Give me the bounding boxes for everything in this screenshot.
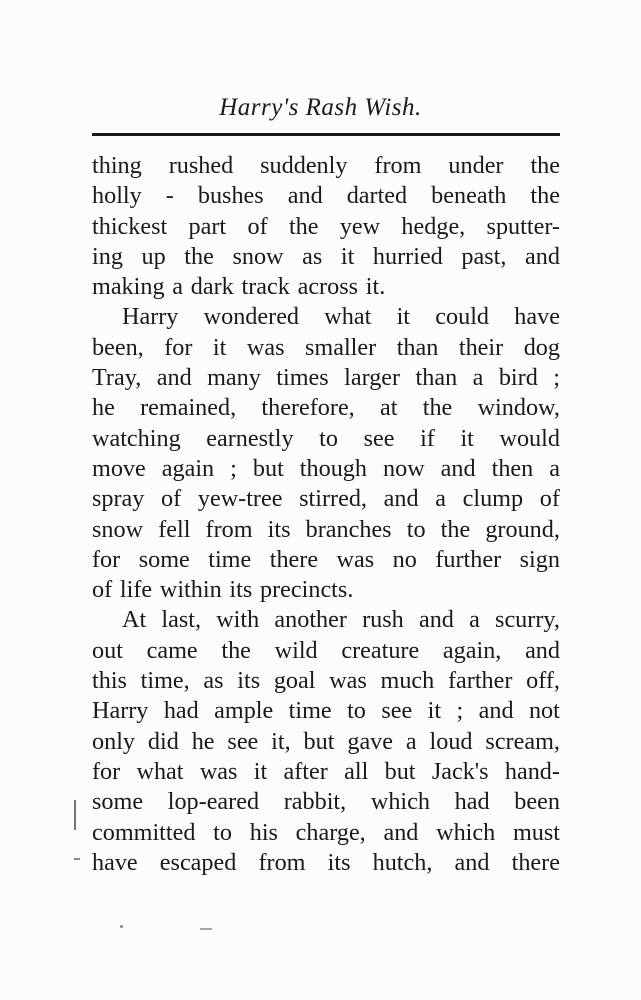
word: gave — [347, 727, 394, 755]
word: a — [405, 727, 417, 755]
word: all — [344, 757, 369, 785]
word: only — [92, 727, 136, 755]
word: a — [435, 485, 446, 513]
text-line — [92, 242, 560, 272]
word: sputter- — [486, 212, 560, 240]
word: it. — [365, 273, 386, 301]
word: to — [406, 515, 426, 543]
word: their — [458, 333, 504, 361]
word: out — [92, 636, 123, 664]
word: again, — [442, 636, 502, 664]
word: scream, — [485, 727, 560, 755]
word: of — [539, 485, 560, 513]
word: window, — [477, 394, 560, 422]
word: of — [161, 485, 182, 513]
word: fell — [158, 515, 191, 543]
word: have — [514, 303, 560, 331]
word: time — [288, 697, 332, 725]
word: clump — [462, 485, 524, 513]
word: see — [381, 697, 413, 725]
word: within — [159, 576, 222, 604]
text-line — [92, 605, 560, 635]
word: dog — [523, 333, 560, 361]
word: committed — [92, 818, 196, 846]
word: wondered — [203, 303, 300, 331]
body-text — [92, 151, 560, 878]
word: life — [119, 576, 153, 604]
word: see — [363, 424, 395, 452]
word: many — [207, 364, 261, 392]
word: had — [163, 697, 199, 725]
word: escaped — [159, 848, 237, 876]
word: the — [530, 182, 560, 210]
word: was — [246, 333, 285, 361]
word: hand- — [504, 757, 560, 785]
word: must — [512, 818, 560, 846]
word: and — [156, 364, 192, 392]
word: was — [199, 757, 238, 785]
word: hutch, — [372, 848, 433, 876]
word: see — [227, 727, 259, 755]
word: darted — [346, 182, 408, 210]
word: larger — [344, 364, 401, 392]
word: time — [208, 545, 252, 573]
word: the — [221, 636, 251, 664]
word: could — [435, 303, 490, 331]
word: than — [396, 333, 439, 361]
print-speck — [120, 925, 123, 928]
word: he — [92, 394, 115, 422]
word: ample — [214, 697, 274, 725]
word: with — [216, 606, 260, 634]
word: making — [92, 273, 165, 301]
text-line — [92, 757, 560, 787]
header-rule — [92, 133, 560, 136]
word: and — [418, 606, 454, 634]
word: but — [303, 727, 335, 755]
word: remained, — [140, 394, 237, 422]
text-line — [92, 363, 560, 393]
word: a — [549, 454, 560, 482]
word: which — [370, 788, 430, 816]
word: if — [420, 424, 435, 452]
word: snow — [92, 515, 144, 543]
word: was — [329, 667, 367, 695]
word: stirred, — [299, 485, 367, 513]
word: which — [436, 818, 496, 846]
word: rabbit, — [283, 788, 347, 816]
word: much — [380, 667, 435, 695]
word: the — [184, 242, 214, 270]
word: up — [141, 242, 166, 270]
word: as — [302, 242, 323, 270]
word: after — [283, 757, 328, 785]
word: off, — [526, 667, 560, 695]
word: it — [253, 757, 268, 785]
word: sign — [519, 545, 560, 573]
word: a — [172, 273, 184, 301]
word: for — [92, 757, 121, 785]
word: and — [478, 697, 514, 725]
word: thing — [92, 152, 142, 179]
word: but — [384, 757, 416, 785]
text-line — [92, 333, 560, 363]
word: then — [491, 454, 534, 482]
text-line — [92, 302, 560, 332]
text-line — [92, 696, 560, 726]
word: no — [392, 545, 417, 573]
word: this — [92, 667, 127, 695]
word: time, — [140, 667, 190, 695]
word: it — [340, 242, 355, 270]
word: he — [191, 727, 215, 755]
word: ground, — [485, 515, 560, 543]
word: came — [146, 636, 198, 664]
word: been, — [92, 333, 144, 361]
word: Harry — [122, 303, 179, 331]
word: further — [435, 545, 502, 573]
word: what — [324, 303, 372, 331]
word: rush — [362, 606, 404, 634]
word: though — [299, 454, 367, 482]
word: farther — [447, 667, 513, 695]
word: scurry, — [495, 606, 560, 634]
word: have — [92, 848, 138, 876]
word: branches — [305, 515, 392, 543]
word: some — [92, 788, 144, 816]
margin-mark — [74, 858, 80, 860]
word: goal — [273, 667, 316, 695]
word: - — [165, 182, 174, 210]
word: its — [237, 667, 261, 695]
text-line — [92, 636, 560, 666]
word: ; — [230, 454, 237, 482]
text-line — [92, 181, 560, 211]
word: it — [427, 697, 442, 725]
word: to — [213, 818, 232, 846]
word: the — [530, 152, 560, 179]
word: what — [136, 757, 184, 785]
margin-mark — [74, 800, 76, 830]
word: bird — [498, 364, 538, 392]
word: and — [525, 636, 560, 664]
word: precincts. — [260, 576, 354, 604]
text-line — [92, 454, 560, 484]
text-line — [92, 818, 560, 848]
word: again — [161, 454, 215, 482]
word: yew-tree — [197, 485, 283, 513]
text-line — [92, 515, 560, 545]
word: and — [287, 182, 323, 210]
word: as — [203, 667, 224, 695]
word: the — [422, 394, 453, 422]
text-line — [92, 212, 560, 242]
word: from — [205, 515, 253, 543]
word: of — [92, 576, 113, 604]
word: loud — [429, 727, 473, 755]
word: hedge, — [401, 212, 466, 240]
word: had — [454, 788, 490, 816]
word: his — [249, 818, 278, 846]
word: Jack's — [431, 757, 489, 785]
text-line — [92, 575, 560, 605]
word: for — [164, 333, 193, 361]
word: would — [499, 424, 560, 452]
word: the — [288, 212, 319, 240]
text-line — [92, 393, 560, 423]
word: and — [454, 848, 490, 876]
word: a — [472, 364, 484, 392]
word: its — [229, 576, 253, 604]
word: wild — [274, 636, 318, 664]
text-line — [92, 848, 560, 878]
word: another — [274, 606, 347, 634]
word: the — [440, 515, 471, 543]
word: last, — [161, 606, 202, 634]
word: it — [460, 424, 474, 452]
word: hurried — [372, 242, 443, 270]
word: it, — [271, 727, 291, 755]
word: earnestly — [206, 424, 294, 452]
word: bushes — [197, 182, 264, 210]
word: it — [212, 333, 227, 361]
word: now — [383, 454, 425, 482]
text-line — [92, 545, 560, 575]
word: yew — [339, 212, 381, 240]
word: spray — [92, 485, 145, 513]
word: was — [336, 545, 375, 573]
word: Tray, — [92, 364, 142, 392]
word: charge, — [295, 818, 366, 846]
print-speck — [200, 928, 212, 930]
word: ; — [553, 364, 560, 392]
text-line — [92, 727, 560, 757]
word: its — [327, 848, 351, 876]
word: watching — [92, 424, 181, 452]
word: track — [241, 273, 290, 301]
word: across — [297, 273, 359, 301]
word: did — [147, 727, 179, 755]
word: been — [514, 788, 560, 816]
word: thickest — [92, 212, 168, 240]
word: under — [448, 152, 504, 179]
word: At — [122, 606, 147, 634]
word: creature — [341, 636, 420, 664]
word: its — [267, 515, 291, 543]
word: at — [380, 394, 398, 422]
text-line — [92, 787, 560, 817]
word: it — [396, 303, 411, 331]
word: and — [383, 818, 419, 846]
word: lop-eared — [167, 788, 260, 816]
word: past, — [461, 242, 507, 270]
text-line — [92, 424, 560, 454]
word: and — [440, 454, 476, 482]
word: of — [247, 212, 268, 240]
word: therefore, — [261, 394, 355, 422]
word: and — [383, 485, 419, 513]
word: some — [138, 545, 190, 573]
word: times — [276, 364, 329, 392]
word: there — [511, 848, 560, 876]
word: snow — [232, 242, 284, 270]
word: holly — [92, 182, 142, 210]
word: smaller — [305, 333, 377, 361]
word: not — [528, 697, 560, 725]
word: ing — [92, 242, 123, 270]
word: move — [92, 454, 146, 482]
text-line — [92, 484, 560, 514]
word: beneath — [431, 182, 507, 210]
word: and — [524, 242, 560, 270]
word: but — [252, 454, 284, 482]
word: Harry — [92, 697, 149, 725]
word: part — [188, 212, 227, 240]
word: for — [92, 545, 121, 573]
word: suddenly — [260, 152, 348, 179]
word: than — [415, 364, 458, 392]
text-line — [92, 272, 560, 302]
word: dark — [190, 273, 234, 301]
running-head: Harry's Rash Wish. — [219, 94, 422, 121]
word: to — [347, 697, 366, 725]
word: a — [469, 606, 480, 634]
text-line — [92, 666, 560, 696]
word: rushed — [168, 152, 234, 179]
word: there — [269, 545, 319, 573]
word: ; — [456, 697, 464, 725]
word: from — [258, 848, 306, 876]
word: from — [374, 152, 422, 179]
word: to — [319, 424, 338, 452]
text-line — [92, 151, 560, 181]
